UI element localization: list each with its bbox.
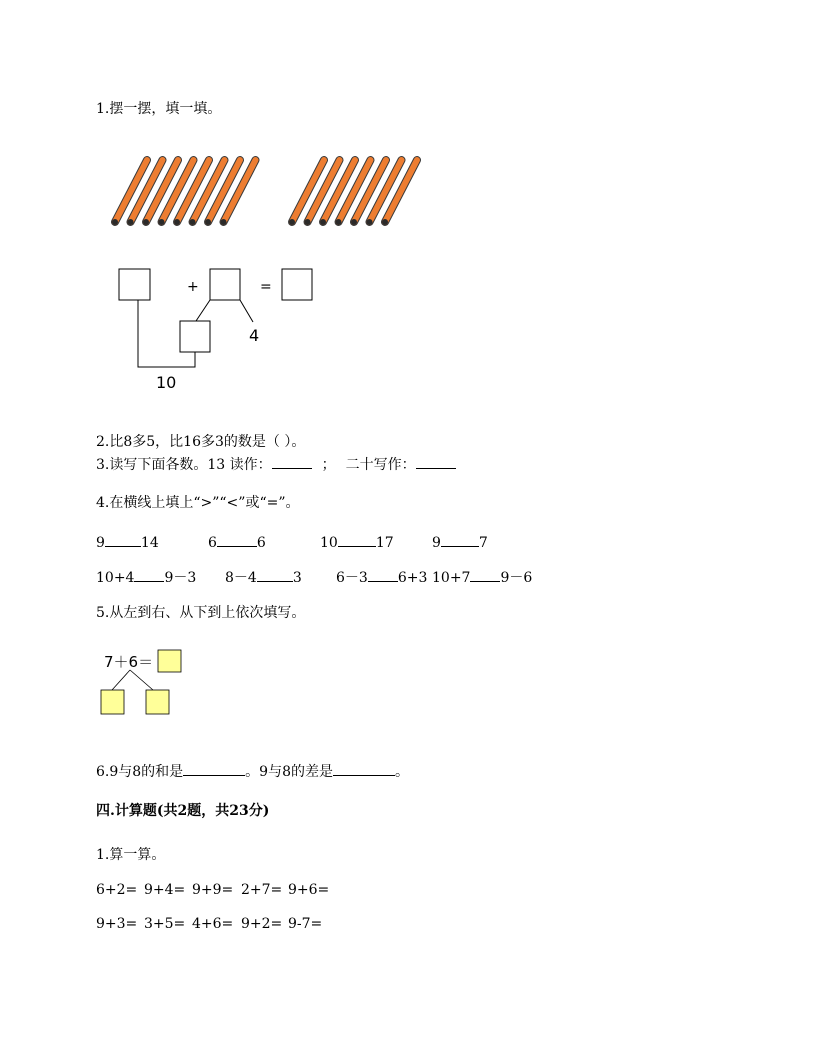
split-line-right	[240, 300, 253, 322]
q1-figure	[0, 0, 816, 420]
q4-right-term: 17	[375, 535, 394, 551]
q5-answer-box-sum[interactable]	[158, 650, 181, 672]
plus-sign: +	[187, 279, 199, 295]
q2-text: 2.比8多5，比16多3的数是（ ）。	[96, 434, 306, 450]
q4-blank[interactable]	[105, 532, 141, 547]
q4-right-term: 6+3	[397, 570, 428, 586]
q3-prefix: 3.读写下面各数。13 读作：	[96, 457, 272, 473]
calc-item: 3+5=	[144, 916, 186, 932]
q5-figure	[90, 640, 330, 730]
q4-left-term: 10	[320, 535, 338, 551]
split-line-left	[196, 300, 210, 321]
q4-left-term: 8－4	[225, 570, 257, 586]
answer-box-first-addend[interactable]	[119, 269, 150, 300]
q3-blank-write[interactable]	[416, 454, 456, 469]
q4-right-term: 9－3	[164, 570, 197, 586]
q6-part-b: 。9与8的差是	[245, 764, 333, 780]
calc-item: 9+6=	[288, 882, 330, 898]
ten-label: 10	[156, 373, 177, 392]
q4-left-term: 9	[432, 535, 441, 551]
q4-title: 4.在横线上填上“>”“<”或“=”。	[96, 495, 300, 511]
q4-right-term: 9－6	[500, 570, 533, 586]
q4-blank[interactable]	[134, 567, 164, 582]
q1-title: 1.摆一摆，填一填。	[96, 101, 222, 117]
q6-part-a: 6.9与8的和是	[96, 764, 184, 780]
calc-item: 9+4=	[144, 882, 186, 898]
q4-right-term: 7	[478, 535, 488, 551]
q4-blank[interactable]	[217, 532, 257, 547]
q4-blank[interactable]	[338, 532, 376, 547]
q4-left-term: 10+7	[432, 570, 471, 586]
q4-item	[96, 532, 159, 551]
q4-item	[432, 567, 532, 587]
calc-title: 1.算一算。	[96, 847, 166, 863]
q4-item	[336, 567, 427, 587]
answer-box-second-addend[interactable]	[210, 269, 240, 300]
q3-separator: ；	[321, 457, 336, 473]
q3-mid: 二十写作：	[345, 457, 416, 473]
q6-blank-sum[interactable]	[183, 761, 245, 776]
q4-item	[208, 532, 266, 551]
q4-right-term: 3	[292, 570, 302, 586]
right-stick-bundle	[289, 160, 417, 225]
q4-blank[interactable]	[257, 567, 293, 582]
q4-left-term: 9	[96, 535, 105, 551]
calc-item: 4+6=	[192, 916, 234, 932]
q5-answer-box-right[interactable]	[146, 690, 169, 714]
q4-left-term: 6	[208, 535, 217, 551]
q6-part-c: 。	[395, 764, 409, 780]
split-value-label: 4	[249, 326, 260, 345]
calc-item: 6+2=	[96, 882, 138, 898]
q4-left-term: 10+4	[96, 570, 135, 586]
q6-line	[96, 761, 409, 781]
q5-split-line-left	[112, 670, 130, 690]
q4-blank[interactable]	[368, 567, 398, 582]
section-heading: 四.计算题(共2题，共23分)	[96, 803, 270, 819]
calc-item: 9+2=	[241, 916, 283, 932]
calc-item: 9-7=	[288, 916, 323, 932]
q5-split-line-right	[130, 670, 153, 690]
q4-item	[432, 532, 488, 551]
q3-line	[96, 454, 456, 474]
q4-blank[interactable]	[441, 532, 479, 547]
q4-right-term: 6	[256, 535, 266, 551]
q4-blank[interactable]	[470, 567, 500, 582]
q4-item	[96, 567, 196, 587]
answer-box-sum[interactable]	[282, 269, 312, 300]
q5-answer-box-left[interactable]	[101, 690, 124, 714]
q5-title: 5.从左到右、从下到上依次填写。	[96, 605, 306, 621]
q4-right-term: 14	[140, 535, 159, 551]
answer-box-split-part[interactable]	[180, 321, 210, 352]
equals-sign: =	[260, 279, 272, 295]
calc-item: 2+7=	[241, 882, 283, 898]
calc-item: 9+9=	[192, 882, 234, 898]
calc-item: 9+3=	[96, 916, 138, 932]
q6-blank-difference[interactable]	[333, 761, 395, 776]
q3-blank-read[interactable]	[272, 454, 312, 469]
q4-item	[225, 567, 302, 587]
q4-left-term: 6－3	[336, 570, 368, 586]
q5-expression: 7＋6＝	[104, 653, 154, 671]
left-stick-bundle	[112, 160, 256, 225]
q4-item	[320, 532, 394, 551]
